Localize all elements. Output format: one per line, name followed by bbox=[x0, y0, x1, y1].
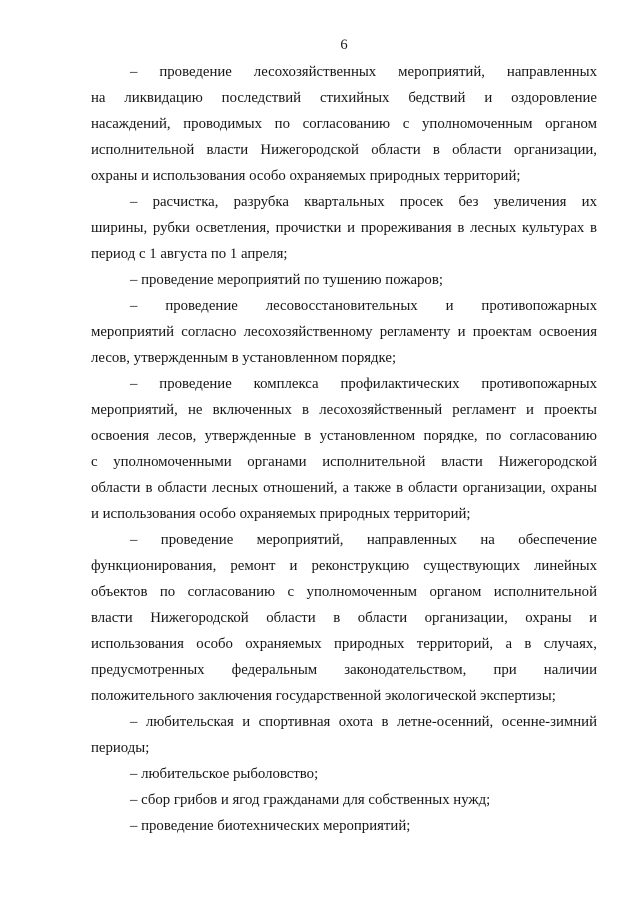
paragraph-line: освоения лесов, утвержденные в установленном порядке, по согласованию bbox=[91, 428, 597, 444]
paragraph-line: – проведение мероприятий по тушению пожаров; bbox=[130, 272, 443, 288]
paragraph-line: и использования особо охраняемых природных территорий; bbox=[91, 506, 471, 522]
list-item bbox=[91, 813, 597, 839]
paragraph-line: предусмотренных федеральным законодательством, при наличии bbox=[91, 662, 597, 678]
document-body bbox=[91, 59, 597, 839]
paragraph-line: период с 1 августа по 1 апреля; bbox=[91, 246, 288, 262]
paragraph-line: объектов по согласованию с уполномоченным органом исполнительной bbox=[91, 584, 597, 600]
paragraph-line: – проведение комплекса профилактических противопожарных bbox=[130, 376, 597, 392]
paragraph-line: – проведение мероприятий, направленных на обеспечение bbox=[130, 532, 597, 548]
paragraph-line: – проведение биотехнических мероприятий; bbox=[130, 818, 411, 834]
paragraph-line: мероприятий согласно лесохозяйственному регламенту и проектам освоения bbox=[91, 324, 597, 340]
list-item bbox=[91, 189, 597, 267]
paragraph-line: области в области лесных отношений, а также в области организации, охраны bbox=[91, 480, 597, 496]
paragraph-line: – любительская и спортивная охота в летне-осенний, осенне-зимний bbox=[130, 714, 597, 730]
list-item bbox=[91, 293, 597, 371]
paragraph-line: использования особо охраняемых природных территорий, а в случаях, bbox=[91, 636, 597, 652]
paragraph-line: насаждений, проводимых по согласованию с уполномоченным органом bbox=[91, 116, 597, 132]
list-item bbox=[91, 371, 597, 527]
paragraph-line: охраны и использования особо охраняемых природных территорий; bbox=[91, 168, 521, 184]
list-item bbox=[91, 709, 597, 761]
list-item bbox=[91, 761, 597, 787]
paragraph-line: – расчистка, разрубка квартальных просек без увеличения их bbox=[130, 194, 597, 210]
paragraph-line: исполнительной власти Нижегородской области в области организации, bbox=[91, 142, 597, 158]
paragraph-line: ширины, рубки осветления, прочистки и прореживания в лесных культурах в bbox=[91, 220, 597, 236]
paragraph-line: мероприятий, не включенных в лесохозяйственный регламент и проекты bbox=[91, 402, 597, 418]
list-item bbox=[91, 527, 597, 709]
paragraph-line: – проведение лесовосстановительных и противопожарных bbox=[130, 298, 597, 314]
page-number: 6 bbox=[340, 37, 348, 53]
paragraph-line: функционирования, ремонт и реконструкцию существующих линейных bbox=[91, 558, 597, 574]
list-item bbox=[91, 59, 597, 189]
paragraph-line: с уполномоченными органами исполнительной власти Нижегородской bbox=[91, 454, 597, 470]
paragraph-line: периоды; bbox=[91, 740, 150, 756]
list-item bbox=[91, 787, 597, 813]
paragraph-line: на ликвидацию последствий стихийных бедствий и оздоровление bbox=[91, 90, 597, 106]
paragraph-line: положительного заключения государственной экологической экспертизы; bbox=[91, 688, 556, 704]
paragraph-line: – сбор грибов и ягод гражданами для собственных нужд; bbox=[130, 792, 491, 808]
paragraph-line: – любительское рыболовство; bbox=[130, 766, 319, 782]
paragraph-line: – проведение лесохозяйственных мероприятий, направленных bbox=[130, 64, 597, 80]
list-item bbox=[91, 267, 597, 293]
paragraph-line: власти Нижегородской области в области организации, охраны и bbox=[91, 610, 597, 626]
paragraph-line: лесов, утвержденным в установленном порядке; bbox=[91, 350, 397, 366]
